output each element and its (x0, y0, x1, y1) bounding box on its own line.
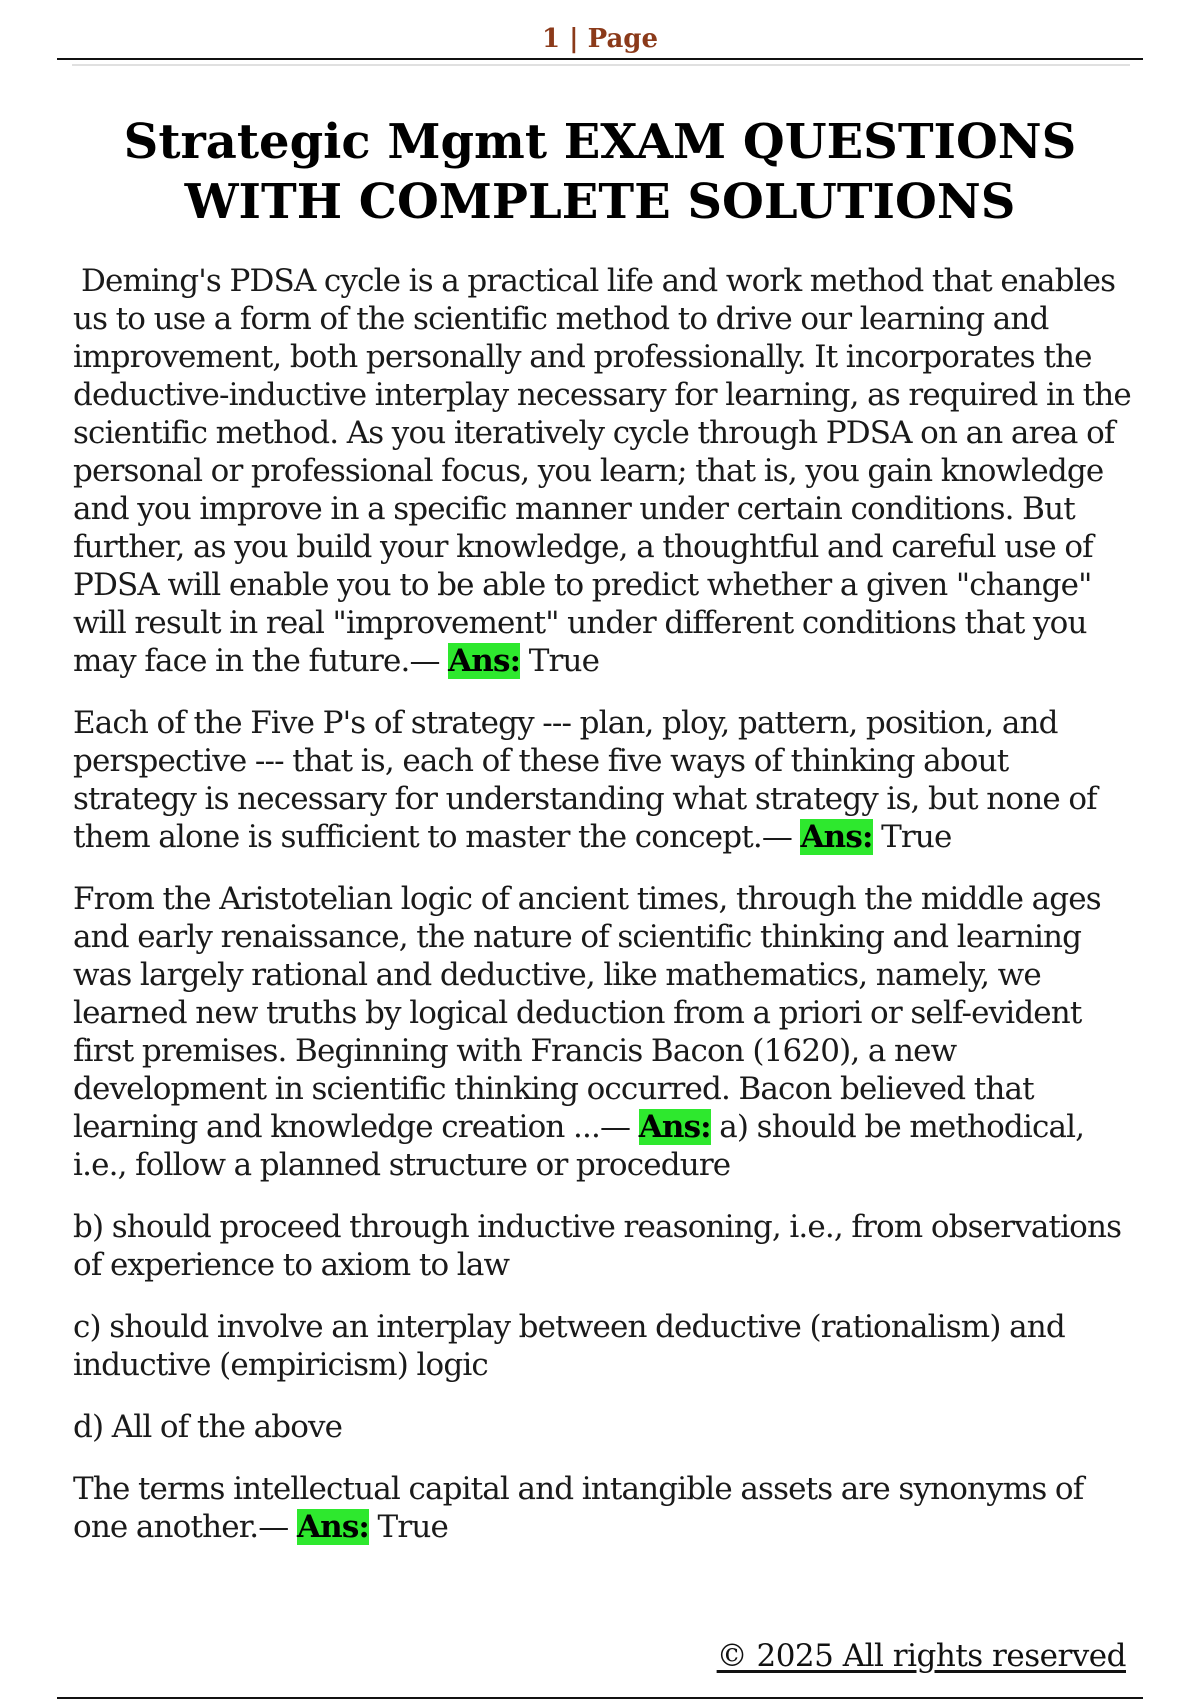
answer-text: True (872, 819, 952, 855)
answer-label: Ans: (800, 819, 873, 855)
question-text: The terms intellectual capital and intangible assets are synonyms of one another.— (73, 1471, 1092, 1545)
qa-item (73, 704, 1133, 856)
page-header (57, 22, 1143, 60)
answer-label: Ans: (638, 1109, 711, 1145)
question-text: From the Aristotelian logic of ancient times, through the middle ages and early renaissance, the nature of scientific thinking and learning was largely rational and deductive, like mathematics, namely, we learned new truths by logical deduction from a priori or self-evident first premises. Beginning with Francis Bacon (1620), a new development in scientific thinking occurred. Bacon believed that learning and knowledge creation ...— (73, 881, 1110, 1145)
header-divider (72, 64, 1130, 66)
answer-text: a) should be methodical, i.e., follow a planned structure or procedure (73, 1109, 1093, 1183)
document-body (73, 262, 1140, 1570)
answer-option: d) All of the above (73, 1409, 343, 1445)
answer-label: Ans: (448, 643, 521, 679)
answer-text: True (520, 643, 600, 679)
document-title: Strategic Mgmt EXAM QUESTIONS WITH COMPLETE SOLUTIONS (123, 114, 1077, 230)
answer-option: b) should proceed through inductive reasoning, i.e., from observations of experience to axiom to law (73, 1209, 1130, 1283)
question-text: Each of the Five P's of strategy --- plan, ploy, pattern, position, and perspective --- that is, each of these five ways of thinking about strategy is necessary for understanding what strategy is, but none of them alone is sufficient to master the concept.— (73, 705, 1106, 855)
qa-item (73, 262, 1140, 680)
copyright-notice: © 2025 All rights reserved (716, 1638, 1126, 1674)
question-text: Deming's PDSA cycle is a practical life and work method that enables us to use a form of the scientific method to drive our learning and improvement, both personally and professionally. It incorporates the deductive-inductive interplay necessary for learning, as required in the scientific method. As you iteratively cycle through PDSA on an area of personal or professional focus, you learn; that is, you gain knowledge and you improve in a specific manner under certain conditions. But further, as you build your knowledge, a thoughtful and careful use of PDSA will enable you to be able to predict whether a given "change" will result in real "improvement" under different conditions that you may face in the future.— (73, 263, 1140, 679)
answer-option: c) should involve an interplay between deductive (rationalism) and inductive (empiricism) logic (73, 1309, 1074, 1383)
page-number-label: 1 | Page (541, 24, 659, 54)
answer-label: Ans: (296, 1509, 370, 1545)
qa-item (73, 1470, 1133, 1546)
answer-text: True (369, 1509, 448, 1545)
qa-item (73, 880, 1133, 1184)
footer-divider (57, 1697, 1143, 1699)
